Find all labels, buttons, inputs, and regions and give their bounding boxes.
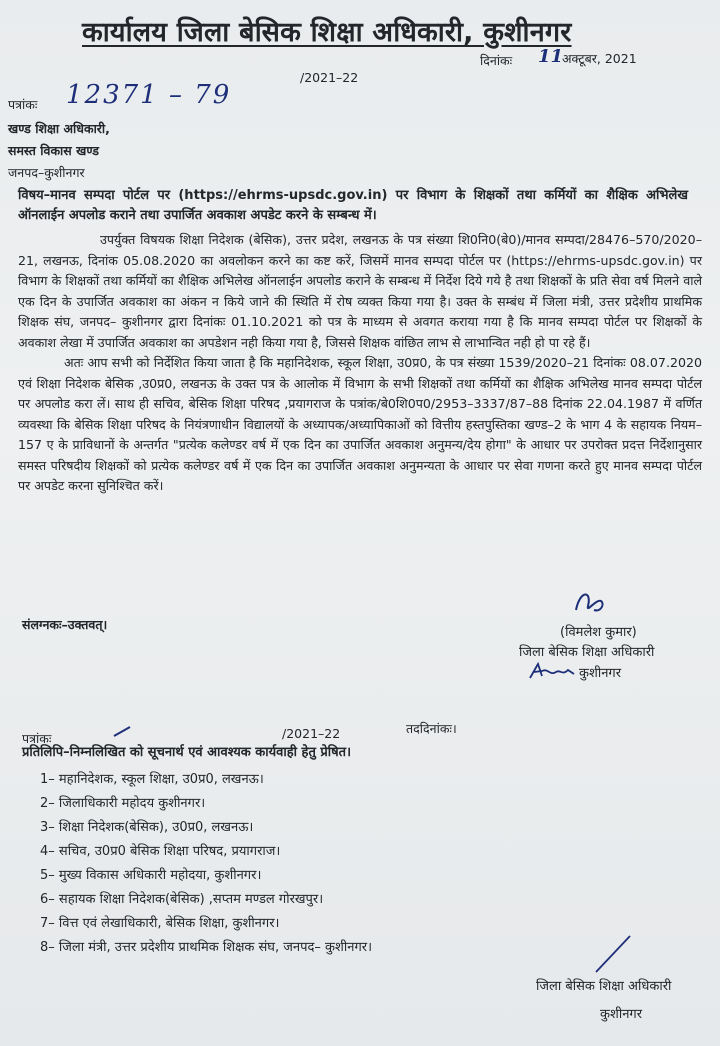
list-item: 2– जिलाधिकारी महोदय कुशीनगर। [40, 796, 206, 811]
copy-patrank-label: पत्रांकः [22, 731, 52, 746]
addressee-line-1: खण्ड शिक्षा अधिकारी, [8, 121, 110, 136]
subject-line [18, 186, 688, 226]
copy-reference-suffix: /2021–22 [282, 726, 341, 741]
subject-text: विषय–मानव सम्पदा पोर्टल पर (https://ehrms-upsdc.gov.in) पर विभाग के शिक्षकों तथा कर्मियों का शैक्षिक अभिलेख ऑनलाईन अपलोड कराने तथा उपार्जित अवकाश अपडेट करने के सम्बन्ध में। [18, 188, 688, 223]
tick-mark [112, 724, 134, 740]
reference-suffix: /2021–22 [300, 70, 359, 85]
patrank-label: पत्रांकः [8, 97, 38, 112]
copy-signatory-designation: जिला बेसिक शिक्षा अधिकारी [536, 979, 672, 994]
list-item: 7– वित्त एवं लेखाधिकारी, बेसिक शिक्षा, कुशीनगर। [40, 916, 280, 931]
signatory-designation: जिला बेसिक शिक्षा अधिकारी [519, 645, 655, 660]
copy-heading: प्रतिलिपि–निम्नलिखित को सूचनार्थ एवं आवश्यक कार्यवाही हेतु प्रेषित। [22, 745, 352, 760]
date-label: दिनांकः [480, 53, 513, 68]
date-handwritten: 11 [538, 46, 564, 67]
letter-number-handwritten: 12371 – 79 [66, 80, 232, 110]
enclosure-note: संलग्नकः–उक्तवत्। [22, 617, 108, 632]
paragraph-1-text: उपर्युक्त विषयक शिक्षा निदेशक (बेसिक), उत्तर प्रदेश, लखनऊ के पत्र संख्या शि0नि0(बे0)/मानव सम्पदा/28476–570/2020–21, लखनऊ, दिनांक 05.08.2020 का अवलोकन करने का कष्ट करें, जिसमें मानव सम्पदा पोर्टल पर (https://ehrms-upsdc.gov.in) पर विभाग के शिक्षकों तथा कर्मियों का शैक्षिक अभिलेख ऑनलाईन अपलोड कराने के सम्बन्ध में निर्देश दिये गये है तथा शिक्षकों के प्रति सेवा वर्ष मिलने वाले एक दिन के उपार्जित अवकाश का अंकन न किये जाने की स्थिति में रोष व्यक्त किया गया है। उक्त के सम्बंध में जिला मंत्री, उत्तर प्रदेशीय प्राथमिक शिक्षक संघ, जनपद– कुशीनगर द्वारा दिनांकः 01.10.2021 को पत्र के माध्यम से अवगत कराया गया है कि मानव सम्पदा पोर्टल पर शिक्षकों के अवकाश लेखा में उपार्जित अवकाश का अपडेशन नही किया गया है, जिससे शिक्षक वांछित लाभ से लाभान्वित नही हो पा रहे हैं। [18, 232, 702, 350]
addressee-line-3: जनपद–कुशीनगर [8, 165, 85, 180]
copy-signatory-place: कुशीनगर [600, 1007, 643, 1022]
paragraph-2-text: अतः आप सभी को निर्देशित किया जाता है कि महानिदेशक, स्कूल शिक्षा, उ0प्र0, के पत्र संख्या 1539/2020–21 दिनांकः 08.07.2020 एवं शिक्षा निदेशक बेसिक ,उ0प्र0, लखनऊ के उक्त पत्र के आलोक में विभाग के सभी शिक्षकों तथा कर्मियों का शैक्षिक अभिलेख मानव सम्पदा पोर्टल पर अपलोड करा लें। साथ ही सचिव, बेसिक शिक्षा परिषद ,प्रयागराज के पत्रांक/बे0शि0प0/2953–3337/87–88 दिनांक 22.04.1987 में वर्णित व्यवस्था कि बेसिक शिक्षा परिषद के नियंत्रणाधीन विद्यालयों के अध्यापक/अध्यापिकाओं को वित्तीय हस्तपुस्तिका खण्ड–2 के भाग 4 के सहायक नियम–157 ए के प्राविधानों के अन्तर्गत "प्रत्येक कलेण्डर वर्ष में एक दिन का उपार्जित अवकाश अनुमन्य/देय होगा" के आधार पर उपरोक्त प्रदत्त निर्देशानुसार समस्त परिषदीय शिक्षकों को प्रत्येक कलेण्डर वर्ष में एक दिन का उपार्जित अवकाश अनुमन्यता के आधार पर सेवा गणना करते हुए मानव सम्पदा पोर्टल पर अपडेट करना सुनिश्चित करें। [18, 355, 702, 493]
list-item: 6– सहायक शिक्षा निदेशक(बेसिक) ,सप्तम मण्डल गोरखपुर। [40, 892, 324, 907]
addressee-line-2: समस्त विकास खण्ड [8, 143, 99, 158]
list-item: 4– सचिव, उ0प्र0 बेसिक शिक्षा परिषद, प्रयागराज। [40, 844, 281, 859]
body-paragraph-1 [18, 230, 702, 497]
signatory-name: (विमलेश कुमार) [560, 625, 637, 640]
office-heading: कार्यालय जिला बेसिक शिक्षा अधिकारी, कुशीनगर [82, 17, 572, 48]
copy-date-label: तददिनांकः। [406, 721, 457, 736]
list-item: 3– शिक्षा निदेशक(बेसिक), उ0प्र0, लखनऊ। [40, 820, 254, 835]
signature-mark [570, 586, 610, 622]
list-item: 5– मुख्य विकास अधिकारी महोदया, कुशीनगर। [40, 868, 262, 883]
date-month-year: अक्टूबर, 2021 [562, 51, 637, 66]
copy-recipient-list [40, 768, 372, 960]
signature-stroke [592, 932, 636, 976]
initials-mark [528, 660, 578, 682]
signatory-place: कुशीनगर [579, 666, 622, 681]
list-item: 8– जिला मंत्री, उत्तर प्रदेशीय प्राथमिक शिक्षक संघ, जनपद– कुशीनगर। [40, 940, 373, 955]
list-item: 1– महानिदेशक, स्कूल शिक्षा, उ0प्र0, लखनऊ। [40, 772, 264, 787]
